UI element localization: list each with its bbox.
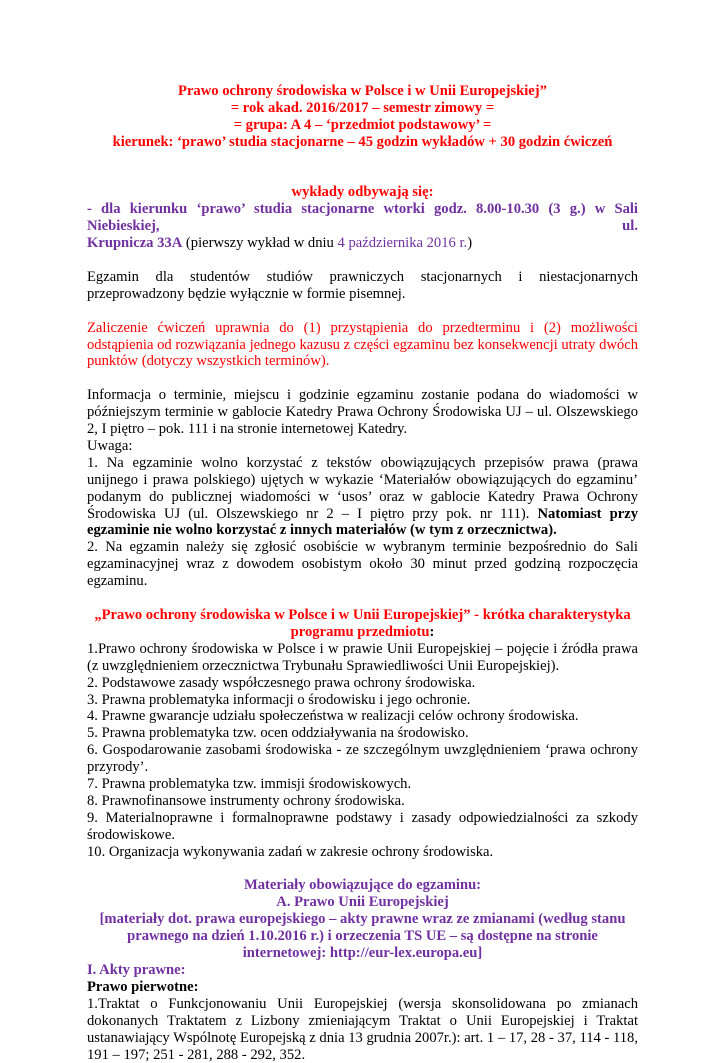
program-list <box>87 641 638 861</box>
document-header <box>87 83 638 151</box>
program-item: 6. Gospodarowanie zasobami środowiska - ze szczególnym uwzględnieniem ‘prawa ochrony przyrody’. <box>87 742 638 776</box>
exam-rule-2: 2. Na egzamin należy się zgłosić osobiście w wybranym terminie bezpośrednio do Sali egzaminacyjnej wraz z dowodem osobistym około 30 minut przed godziną rozpoczęcia egzaminu. <box>87 539 638 590</box>
program-item: 10. Organizacja wykonywania zadań w zakresie ochrony środowiska. <box>87 843 494 860</box>
exam-rule-1-text: 1. Na egzaminie wolno korzystać z tekstów obowiązujących przepisów prawa (prawa unijnego i prawa polskiego) ujętych w wykazie ‘Materiałów obowiązujących do egzaminu’ podanym do publicznej wiadomości w ‘usos’ oraz w gablocie Katedry Prawa Ochrony Środowiska UJ (ul. Olszewskiego nr 2 – I piętro przy pok. nr 111). <box>87 454 638 522</box>
lectures-heading: wykłady odbywają się: <box>291 184 434 201</box>
materials-note: [materiały dot. prawa europejskiego – akty prawne wraz ze zmianami (według stanu prawnego na dzień 1.10.2016 r.) i orzeczenia TS UE – są dostępne na stronie internetowej: http://eur-lex.europa.eu] <box>99 911 626 962</box>
program-title-2 <box>87 624 638 641</box>
lectures-schedule <box>87 201 638 235</box>
lectures-location <box>87 235 638 252</box>
academic-year: = rok akad. 2016/2017 – semestr zimowy = <box>230 99 495 116</box>
materials-subtitle: A. Prawo Unii Europejskiej <box>276 894 449 911</box>
program-item: 2. Podstawowe zasady współczesnego prawa ochrony środowiska. <box>87 674 476 691</box>
first-lecture-close: ) <box>467 235 473 252</box>
program-title-colon: : <box>429 623 435 640</box>
program-item: 1.Prawo ochrony środowiska w Polsce i w prawie Unii Europejskiej – pojęcie i źródła prawa (z uwzględnieniem orzecznictwa Trybunału Sprawiedliwości Unii Europejskiej). <box>87 640 638 674</box>
lectures-address: Krupnicza 33A <box>87 235 183 252</box>
program-item: 8. Prawnofinansowe instrumenty ochrony środowiska. <box>87 792 405 809</box>
program-item: 5. Prawna problematyka tzw. ocen oddziaływania na środowisko. <box>87 725 469 742</box>
program-title-red: programu przedmiotu <box>290 623 430 640</box>
first-lecture-label: (pierwszy wykład w dniu <box>182 235 338 252</box>
treaty-item: 1.Traktat o Funkcjonowaniu Unii Europejskiej (wersja skonsolidowana po zmianach dokonanych Traktatem z Lizbony zmieniającym Traktat o Unii Europejskiej i Traktat ustanawiający Wspólnotę Europejską z dnia 13 grudnia 2007r.): art. 1 – 17, 28 - 37, 114 - 118, 191 – 197; 251 - 281, 288 - 292, 352. <box>87 995 638 1063</box>
credit-note-paragraph: Zaliczenie ćwiczeń uprawnia do (1) przystąpienia do przedterminu i (2) możliwości odstąpienia od rozwiązania jednego kazusu z części egzaminu bez konsekwencji utraty dwóch punktów (dotyczy wszystkich terminów). <box>87 319 638 370</box>
first-lecture-date: 4 października 2016 r. <box>337 235 468 252</box>
program-info: kierunek: ‘prawo’ studia stacjonarne – 45 godzin wykładów + 30 godzin ćwiczeń <box>112 133 613 150</box>
exam-info-paragraph: Informacja o terminie, miejscu i godzinie egzaminu zostanie podana do wiadomości w późniejszym terminie w gablocie Katedry Prawa Ochrony Środowiska UJ – ul. Olszewskiego 2, I piętro – pok. 111 i na stronie internetowej Katedry. <box>87 387 638 438</box>
uwaga-label: Uwaga: <box>87 437 133 454</box>
program-item: 7. Prawna problematyka tzw. immisji środowiskowych. <box>87 776 412 793</box>
exam-form-paragraph: Egzamin dla studentów studiów prawniczych stacjonarnych i niestacjonarnych przeprowadzony będzie wyłącznie w formie pisemnej. <box>87 268 638 302</box>
materials-title: Materiały obowiązujące do egzaminu: <box>243 877 482 894</box>
program-title: „Prawo ochrony środowiska w Polsce i w Unii Europejskiej” - krótka charakterystyka <box>94 607 631 623</box>
exam-rule-1-bold: Natomiast przy egzaminie nie wolno korzystać z innych materiałów (w tym z orzecznictwa). <box>87 505 638 539</box>
materials-header <box>87 877 638 962</box>
program-item: 3. Prawna problematyka informacji o środowisku i jego ochronie. <box>87 691 471 708</box>
lectures-schedule-line1: - dla kierunku ‘prawo’ studia stacjonarne wtorki godz. 8.00-10.30 (3 g.) w Sali Niebieskiej, ul. <box>87 201 638 235</box>
program-item: 9. Materialnoprawne i formalnoprawne podstawy i zasady odpowiedzialności za szkody środowiskowe. <box>87 809 638 843</box>
group-info: = grupa: A 4 – ‘przedmiot podstawowy’ = <box>233 116 492 133</box>
course-title: Prawo ochrony środowiska w Polsce i w Unii Europejskiej” <box>178 83 547 99</box>
exam-rule-1 <box>87 455 638 540</box>
legal-acts-heading: I. Akty prawne: <box>87 962 186 979</box>
program-item: 4. Prawne gwarancje udziału społeczeństwa w realizacji celów ochrony środowiska. <box>87 708 579 725</box>
primary-law-heading: Prawo pierwotne: <box>87 978 199 995</box>
